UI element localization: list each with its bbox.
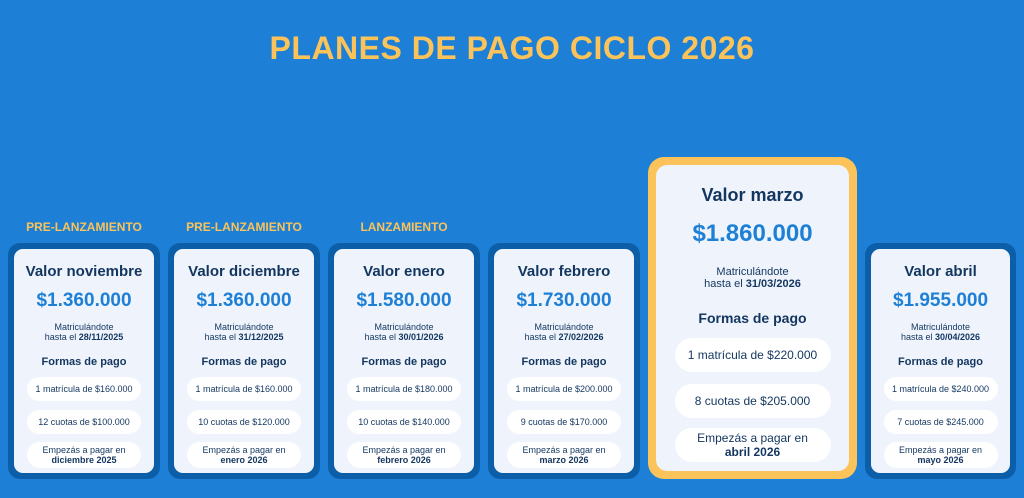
plan-price: $1.955.000 bbox=[892, 290, 989, 311]
plan-card-marzo-highlighted bbox=[648, 157, 857, 479]
option-start: Empezás a pagar en diciembre 2025 bbox=[27, 442, 141, 468]
plan-deadline: Matriculándote hasta el 28/11/2025 bbox=[44, 322, 124, 342]
formas-label: Formas de pago bbox=[201, 356, 287, 368]
plan-deadline-date: 27/02/2026 bbox=[558, 332, 604, 342]
plan-deadline: Matriculándote hasta el 31/03/2026 bbox=[704, 266, 801, 290]
option-matricula: 1 matrícula de $180.000 bbox=[347, 377, 461, 401]
option-cuotas: 10 cuotas de $120.000 bbox=[187, 410, 301, 434]
plan-price: $1.730.000 bbox=[516, 290, 612, 311]
plan-card-body bbox=[334, 249, 474, 473]
plan-deadline-date: 28/11/2025 bbox=[78, 332, 124, 342]
plan-deadline: Matriculándote hasta el 27/02/2026 bbox=[524, 322, 604, 342]
plan-deadline-date: 31/03/2026 bbox=[745, 278, 801, 290]
option-matricula: 1 matrícula de $160.000 bbox=[187, 377, 301, 401]
plan-name: Valor enero bbox=[363, 263, 445, 280]
start-month: diciembre 2025 bbox=[51, 455, 117, 465]
plan-card-enero bbox=[328, 243, 480, 479]
plan-deadline: Matriculándote hasta el 31/12/2025 bbox=[204, 322, 284, 342]
plan-card-febrero bbox=[488, 243, 640, 479]
plan-card-noviembre bbox=[8, 243, 160, 479]
plan-deadline: Matriculándote hasta el 30/04/2026 bbox=[900, 322, 981, 342]
option-start: Empezás a pagar en enero 2026 bbox=[187, 442, 301, 468]
option-start: Empezás a pagar en marzo 2026 bbox=[507, 442, 621, 468]
option-matricula: 1 matrícula de $220.000 bbox=[675, 338, 831, 372]
plan-price: $1.860.000 bbox=[692, 220, 813, 247]
plan-name: Valor febrero bbox=[517, 263, 611, 280]
option-cuotas: 8 cuotas de $205.000 bbox=[675, 384, 831, 418]
plan-card-body bbox=[14, 249, 154, 473]
plan-card-body bbox=[656, 165, 849, 471]
plan-deadline-date: 30/01/2026 bbox=[398, 332, 444, 342]
plan-card-diciembre bbox=[168, 243, 320, 479]
tag-lanzamiento: LANZAMIENTO bbox=[360, 220, 448, 234]
plan-name: Valor diciembre bbox=[188, 263, 300, 280]
option-start: Empezás a pagar en abril 2026 bbox=[675, 428, 831, 462]
plan-price: $1.580.000 bbox=[356, 290, 452, 311]
plan-price: $1.360.000 bbox=[36, 290, 132, 311]
plan-card-body bbox=[174, 249, 314, 473]
formas-label: Formas de pago bbox=[898, 356, 983, 368]
plan-deadline: Matriculándote hasta el 30/01/2026 bbox=[364, 322, 444, 342]
plan-name: Valor marzo bbox=[701, 185, 804, 205]
start-month: enero 2026 bbox=[220, 455, 268, 465]
plan-card-body bbox=[494, 249, 634, 473]
option-matricula: 1 matrícula de $240.000 bbox=[884, 377, 998, 401]
option-cuotas: 10 cuotas de $140.000 bbox=[347, 410, 461, 434]
start-month: abril 2026 bbox=[724, 445, 781, 459]
plan-price: $1.360.000 bbox=[196, 290, 292, 311]
plan-deadline-date: 30/04/2026 bbox=[935, 332, 981, 342]
option-start: Empezás a pagar en febrero 2026 bbox=[347, 442, 461, 468]
plan-deadline-date: 31/12/2025 bbox=[238, 332, 284, 342]
page-title: PLANES DE PAGO CICLO 2026 bbox=[269, 30, 755, 66]
start-month: febrero 2026 bbox=[377, 455, 431, 465]
option-start: Empezás a pagar en mayo 2026 bbox=[884, 442, 998, 468]
formas-label: Formas de pago bbox=[698, 310, 807, 326]
option-matricula: 1 matrícula de $160.000 bbox=[27, 377, 141, 401]
tag-pre-lanzamiento-2: PRE-LANZAMIENTO bbox=[186, 220, 302, 234]
start-month: mayo 2026 bbox=[917, 455, 964, 465]
option-cuotas: 12 cuotas de $100.000 bbox=[27, 410, 141, 434]
plan-card-body bbox=[871, 249, 1010, 473]
plan-name: Valor noviembre bbox=[25, 263, 143, 280]
formas-label: Formas de pago bbox=[41, 356, 127, 368]
formas-label: Formas de pago bbox=[521, 356, 607, 368]
plan-name: Valor abril bbox=[904, 263, 977, 280]
start-month: marzo 2026 bbox=[539, 455, 589, 465]
option-cuotas: 9 cuotas de $170.000 bbox=[507, 410, 621, 434]
formas-label: Formas de pago bbox=[361, 356, 447, 368]
tag-pre-lanzamiento-1: PRE-LANZAMIENTO bbox=[26, 220, 142, 234]
plan-card-abril bbox=[865, 243, 1016, 479]
option-matricula: 1 matrícula de $200.000 bbox=[507, 377, 621, 401]
option-cuotas: 7 cuotas de $245.000 bbox=[884, 410, 998, 434]
